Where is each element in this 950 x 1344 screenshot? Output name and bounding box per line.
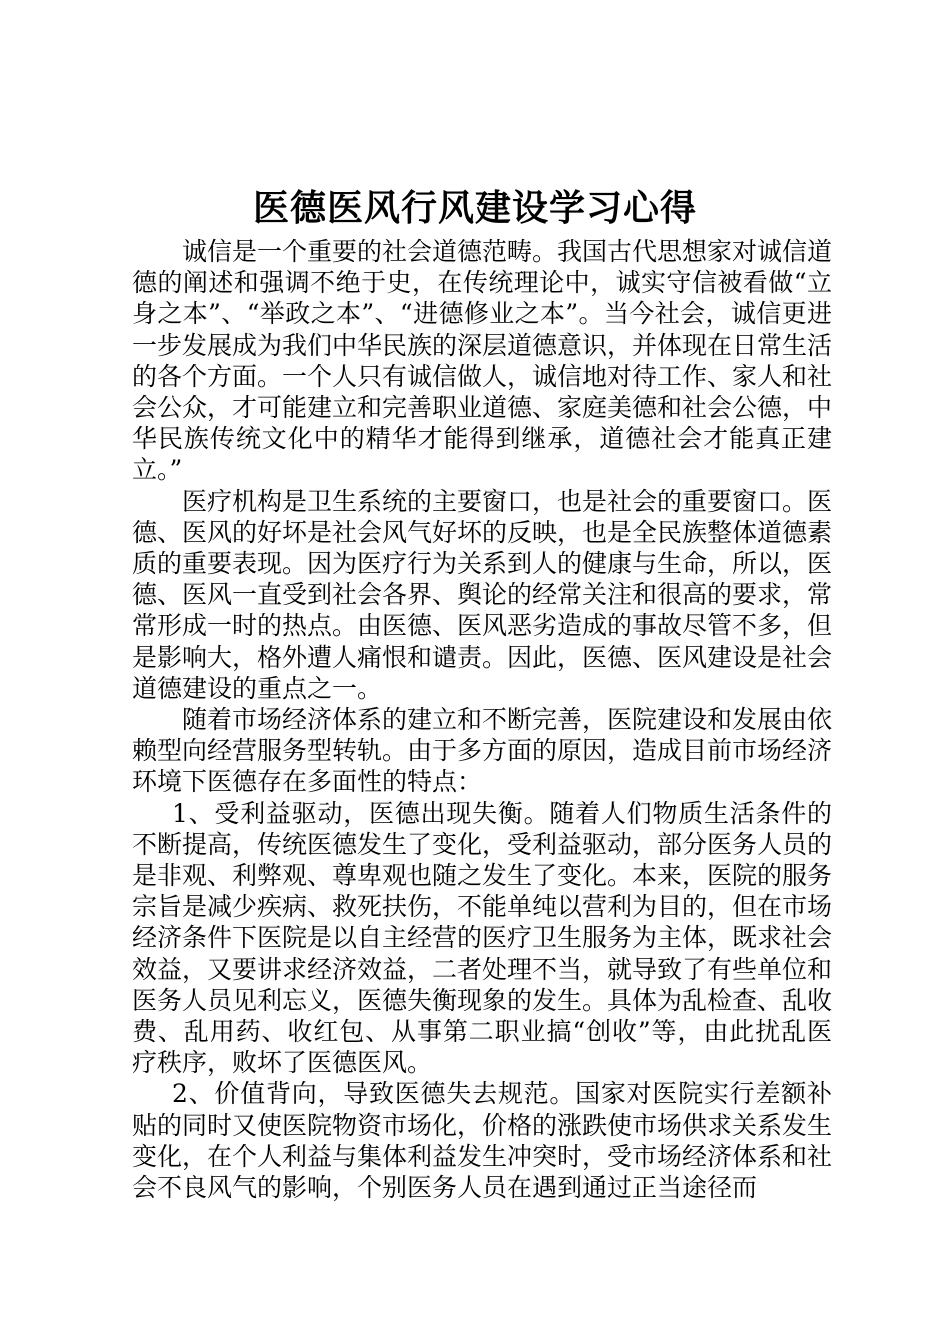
paragraph-point-1: 1、受利益驱动，医德出现失衡。随着人们物质生活条件的不断提高，传统医德发生了变化，受利益驱动，部分医务人员的是非观、利弊观、尊卑观也随之发生了变化。本来，医院的服务宗旨是减少疾病、救死扶伤，不能单纯以营利为目的，但在市场经济条件下医院是以自主经营的医疗卫生服务为主体，既求社会效益，又要讲求经济效益，二者处理不当，就导致了有些单位和医务人员见利忘义，医德失衡现象的发生。具体为乱检查、乱收费、乱用药、收红包、从事第二职业搞“创收”等，由此扰乱医疗秩序，败坏了医德医风。 <box>132 798 833 1078</box>
paragraph-point-2: 2、价值背向，导致医德失去规范。国家对医院实行差额补贴的同时又使医院物资市场化，价格的涨跌使市场供求关系发生变化，在个人利益与集体利益发生冲突时，受市场经济体系和社会不良风气的影响，个别医务人员在遇到通过正当途径而 <box>132 1079 833 1203</box>
paragraph-integrity: 诚信是一个重要的社会道德范畴。我国古代思想家对诚信道德的阐述和强调不绝于史，在传统理论中，诚实守信被看做“立身之本”、“举政之本”、“进德修业之本”。当今社会，诚信更进一步发展成为我们中华民族的深层道德意识，并体现在日常生活的各个方面。一个人只有诚信做人，诚信地对待工作、家人和社会公众，才可能建立和完善职业道德、家庭美德和社会公德，中华民族传统文化中的精华才能得到继承，道德社会才能真正建立。” <box>132 237 833 485</box>
document-body <box>132 236 832 1203</box>
document-title: 医德医风行风建设学习心得 <box>252 188 697 229</box>
paragraph-market-economy: 随着市场经济体系的建立和不断完善，医院建设和发展由依赖型向经营服务型转轨。由于多方面的原因，造成目前市场经济环境下医德存在多面性的特点： <box>132 705 833 797</box>
paragraph-medical-institutions: 医疗机构是卫生系统的主要窗口，也是社会的重要窗口。医德、医风的好坏是社会风气好坏的反映，也是全民族整体道德素质的重要表现。因为医疗行为关系到人的健康与生命，所以，医德、医风一直受到社会各界、舆论的经常关注和很高的要求，常常形成一时的热点。由医德、医风恶劣造成的事故尽管不多，但是影响大，格外遭人痛恨和谴责。因此，医德、医风建设是社会道德建设的重点之一。 <box>132 486 833 703</box>
